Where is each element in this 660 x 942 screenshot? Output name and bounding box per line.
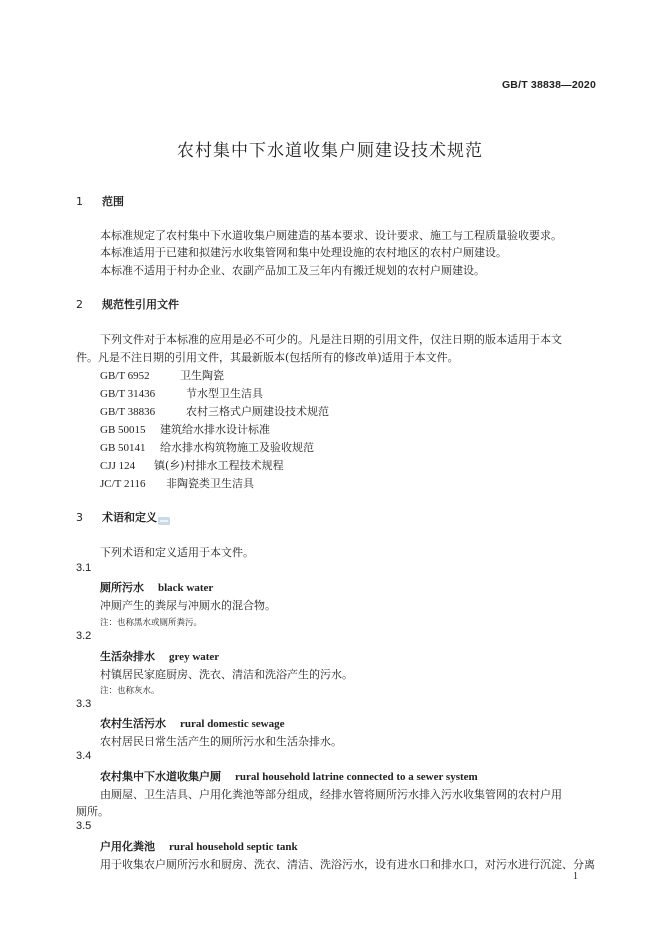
term-en: rural domestic sewage: [180, 718, 285, 730]
section-1-heading: [76, 193, 124, 209]
section-1-para-2: 本标准适用于已建和拟建污水收集管网和集中处理设施的农村地区的农村户厕建设。: [100, 246, 507, 259]
term-number: 3.5: [76, 820, 92, 832]
reference-code: GB/T 6952: [100, 370, 150, 382]
reference-title: 卫生陶瓷: [180, 369, 224, 382]
section-3-title: 术语和定义: [102, 511, 157, 524]
term-definition-line-1: 由厕屋、卫生洁具、户用化粪池等部分组成，经排水管将厕所污水排入污水收集管网的农村户用: [100, 788, 562, 801]
term-definition: 用于收集农户厕所污水和厨房、洗衣、清洁、洗浴污水，设有进水口和排水口，对污水进行沉淀、分离: [100, 858, 595, 871]
reference-code: CJJ 124: [100, 460, 136, 472]
section-2-number: 2: [76, 298, 83, 311]
term-note: 注：也称黑水或厕所粪污。: [100, 618, 203, 628]
term-number: 3.4: [76, 750, 92, 762]
section-1-title: 范围: [102, 195, 124, 208]
reference-item: [100, 385, 263, 401]
term-definition: 冲厕产生的粪尿与冲厕水的混合物。: [100, 599, 276, 612]
reference-item: [100, 421, 270, 437]
term-number: 3.2: [76, 630, 92, 642]
term-definition-line-2: 厕所。: [76, 805, 109, 818]
reference-code: GB 50015: [100, 424, 146, 436]
section-3-intro: 下列术语和定义适用于本文件。: [100, 546, 254, 559]
term-heading: [100, 838, 298, 854]
reference-item: [100, 367, 224, 383]
document-title: 农村集中下水道收集户厕建设技术规范: [177, 141, 483, 161]
reference-title: 建筑给水排水设计标准: [160, 423, 270, 436]
reference-code: GB/T 31436: [100, 388, 156, 400]
reference-item: [100, 475, 254, 491]
reference-title: 非陶瓷类卫生洁具: [166, 477, 254, 490]
section-1-para-1: 本标准规定了农村集中下水道收集户厕建造的基本要求、设计要求、施工与工程质量验收要求。: [100, 229, 562, 242]
term-heading: [100, 579, 213, 595]
term-en: grey water: [169, 651, 220, 663]
reference-item: [100, 403, 329, 419]
term-zh: 户用化粪池: [100, 840, 155, 853]
term-note: 注：也称灰水。: [100, 686, 160, 696]
reference-item: [100, 439, 314, 455]
reference-title: 给水排水构筑物施工及验收规范: [160, 441, 314, 454]
section-3-heading: [76, 509, 157, 525]
term-heading: [100, 648, 219, 664]
section-3-number: 3: [76, 511, 83, 524]
reference-code: GB/T 38836: [100, 406, 156, 418]
section-1-number: 1: [76, 195, 83, 208]
reference-title: 镇(乡)村排水工程技术规程: [154, 459, 284, 472]
term-en: rural household septic tank: [169, 841, 298, 853]
term-number: 3.1: [76, 562, 92, 574]
section-1-para-3: 本标准不适用于村办企业、农副产品加工及三年内有搬迁规划的农村户厕建设。: [100, 264, 485, 277]
reference-code: JC/T 2116: [100, 478, 146, 490]
term-en: rural household latrine connected to a sewer system: [235, 771, 478, 783]
term-zh: 农村集中下水道收集户厕: [100, 770, 221, 783]
page-number: 1: [573, 871, 578, 882]
reference-title: 节水型卫生洁具: [186, 387, 263, 400]
section-2-intro-line-2: 件。凡是不注日期的引用文件，其最新版本(包括所有的修改单)适用于本文件。: [76, 351, 459, 364]
term-en: black water: [158, 582, 214, 594]
term-definition: 村镇居民家庭厨房、洗衣、清洁和洗浴产生的污水。: [100, 668, 353, 681]
standard-number: GB/T 38838—2020: [501, 79, 596, 91]
term-zh: 生活杂排水: [100, 650, 155, 663]
term-heading: [100, 715, 284, 731]
term-heading: [100, 768, 478, 784]
reference-item: [100, 457, 284, 473]
term-number: 3.3: [76, 698, 92, 710]
term-zh: 农村生活污水: [100, 717, 166, 730]
term-definition: 农村居民日常生活产生的厕所污水和生活杂排水。: [100, 735, 342, 748]
section-2-intro-line-1: 下列文件对于本标准的应用是必不可少的。凡是注日期的引用文件，仅注日期的版本适用于本文: [100, 333, 562, 346]
term-zh: 厕所污水: [100, 581, 144, 594]
section-2-title: 规范性引用文件: [102, 298, 179, 311]
watermark-icon: [158, 517, 170, 525]
section-2-heading: [76, 296, 179, 312]
reference-title: 农村三格式户厕建设技术规范: [186, 405, 329, 418]
reference-code: GB 50141: [100, 442, 146, 454]
